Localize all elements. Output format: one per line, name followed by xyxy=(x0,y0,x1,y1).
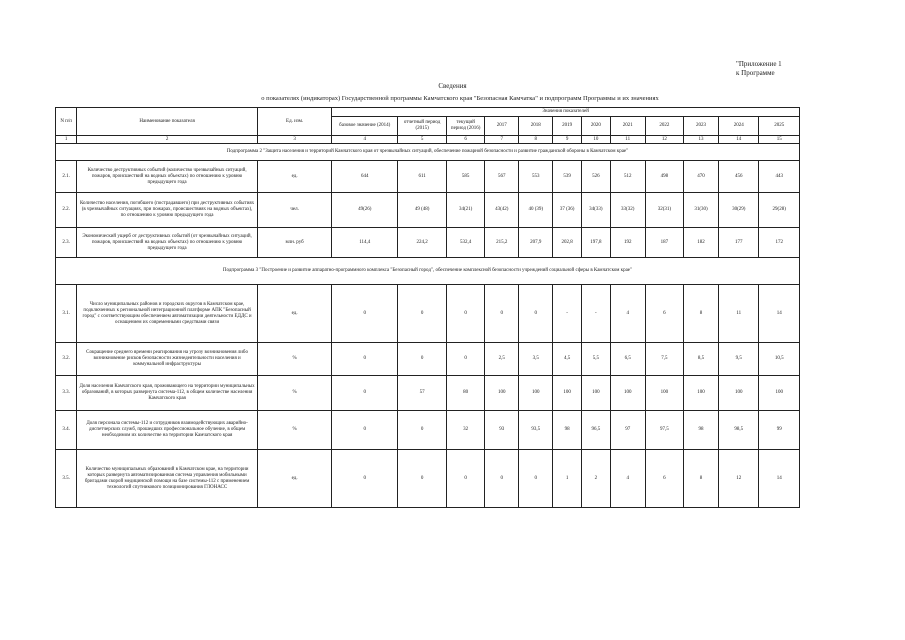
value-cell: 8,5 xyxy=(683,343,718,376)
value-cell: 644 xyxy=(332,161,398,193)
row-unit: млн. руб xyxy=(257,228,331,258)
value-cell: 80 xyxy=(447,376,485,411)
value-cell: 97,5 xyxy=(645,411,683,450)
value-cell: 0 xyxy=(332,343,398,376)
value-cell: 100 xyxy=(610,376,645,411)
header-year: 2019 xyxy=(553,117,582,136)
indicator-name: Доля населения Камчатского края, проживающего на территории муниципальных образований, в которых развернута система-112, в общем количестве населения Камчатского края xyxy=(77,376,258,411)
row-num: 3.5. xyxy=(56,450,77,508)
header-year: 2018 xyxy=(519,117,553,136)
value-cell: 6,5 xyxy=(610,343,645,376)
value-cell: 0 xyxy=(519,285,553,343)
section-row-subprogram-3 xyxy=(56,258,800,285)
value-cell: 532,4 xyxy=(447,228,485,258)
table-row xyxy=(56,228,800,258)
row-unit: ед. xyxy=(257,285,331,343)
col-number: 6 xyxy=(447,136,485,144)
value-cell: 553 xyxy=(519,161,553,193)
header-current: текущий период (2016) xyxy=(447,117,485,136)
row-unit: % xyxy=(257,376,331,411)
table-row xyxy=(56,411,800,450)
value-cell: 585 xyxy=(447,161,485,193)
indicator-name: Количество деструктивных событий (количество чрезвычайных ситуаций, пожаров, происшествий на водных объектах) по отношению к уровню предыдущего года xyxy=(77,161,258,193)
value-cell: 8 xyxy=(683,285,718,343)
value-cell: 33(32) xyxy=(610,193,645,228)
value-cell: 14 xyxy=(759,450,800,508)
row-unit: ед. xyxy=(257,450,331,508)
table-row xyxy=(56,376,800,411)
col-number: 1 xyxy=(56,136,77,144)
indicator-name: Количество муниципальных образований в Камчатском крае, на территории которых развернута автоматизированная система управления мобильными бригадами скорой медицинской помощи на базе системы-112 с применением технологий спутникового позиционирования ГЛОНАСС xyxy=(77,450,258,508)
row-num: 2.3. xyxy=(56,228,77,258)
section-row-subprogram-2 xyxy=(56,144,800,161)
indicator-name: Доля персонала системы-112 и сотрудников взаимодействующих аварийно-диспетчерских служб, прошедших профессиональное обучение, в общем необходимом их количестве на территории Камчатского края xyxy=(77,411,258,450)
header-year: 2025 xyxy=(759,117,800,136)
section-title: Подпрограмма 2 "Защита населения и территорий Камчатского края от чрезвычайных ситуаций, обеспечение пожарной безопасности и развитие гражданской обороны в Камчатском крае" xyxy=(56,144,800,161)
document-subtitle: о показателях (индикаторах) Государственной программы Камчатского края "Безопасная Камчатка" и подпрограмм Программы и их значениях xyxy=(261,95,659,102)
value-cell: 40 (39) xyxy=(519,193,553,228)
value-cell: 100 xyxy=(519,376,553,411)
col-number: 11 xyxy=(610,136,645,144)
value-cell: 10,5 xyxy=(759,343,800,376)
value-cell: 539 xyxy=(553,161,582,193)
value-cell: 93 xyxy=(485,411,519,450)
row-unit: ед. xyxy=(257,161,331,193)
value-cell: 182 xyxy=(683,228,718,258)
value-cell: 12 xyxy=(719,450,759,508)
header-year: 2023 xyxy=(683,117,718,136)
value-cell: 215,2 xyxy=(485,228,519,258)
value-cell: 9,5 xyxy=(719,343,759,376)
value-cell: 0 xyxy=(332,376,398,411)
col-number: 13 xyxy=(683,136,718,144)
value-cell: 567 xyxy=(485,161,519,193)
col-number: 12 xyxy=(645,136,683,144)
value-cell: 0 xyxy=(485,285,519,343)
value-cell: 100 xyxy=(683,376,718,411)
value-cell: 470 xyxy=(683,161,718,193)
value-cell: 114,4 xyxy=(332,228,398,258)
value-cell: 49(26) xyxy=(332,193,398,228)
row-num: 2.2. xyxy=(56,193,77,228)
col-number: 15 xyxy=(759,136,800,144)
indicator-name: Число муниципальных районов и городских округов в Камчатском крае, подключенных к региональной интеграционной платформе АПК "Безопасный город" с соответствующим обеспечением автоматизации деятельности ЕДДС и оснащением их современными средствами связи xyxy=(77,285,258,343)
value-cell: - xyxy=(553,285,582,343)
value-cell: 100 xyxy=(581,376,610,411)
value-cell: 0 xyxy=(398,285,447,343)
table-row xyxy=(56,285,800,343)
value-cell: 197,8 xyxy=(581,228,610,258)
value-cell: 207,9 xyxy=(519,228,553,258)
header-year: 2021 xyxy=(610,117,645,136)
value-cell: - xyxy=(581,285,610,343)
value-cell: 443 xyxy=(759,161,800,193)
value-cell: 0 xyxy=(447,285,485,343)
value-cell: 0 xyxy=(398,450,447,508)
header-row-1 xyxy=(56,108,800,117)
header-unit: Ед. изм. xyxy=(257,108,331,136)
col-number: 10 xyxy=(581,136,610,144)
indicator-name: Количество населения, погибшего (пострадавшего) при деструктивных событиях (в чрезвычайных ситуациях, при пожарах, происшествиях на водных объектах), по отношению к уровню предыдущего года xyxy=(77,193,258,228)
value-cell: 224,2 xyxy=(398,228,447,258)
value-cell: 99 xyxy=(759,411,800,450)
appendix-note xyxy=(736,60,782,78)
value-cell: 0 xyxy=(485,450,519,508)
col-number: 8 xyxy=(519,136,553,144)
value-cell: 192 xyxy=(610,228,645,258)
col-number: 9 xyxy=(553,136,582,144)
value-cell: 0 xyxy=(447,343,485,376)
row-num: 3.1. xyxy=(56,285,77,343)
value-cell: 29(28) xyxy=(759,193,800,228)
header-report: отчетный период (2015) xyxy=(398,117,447,136)
value-cell: 11 xyxy=(719,285,759,343)
indicator-name: Экономический ущерб от деструктивных событий (от чрезвычайных ситуаций, пожаров, происшествий на водных объектах) по отношению к уровню предыдущего года xyxy=(77,228,258,258)
value-cell: 98,5 xyxy=(719,411,759,450)
header-base: базовое значение (2014) xyxy=(332,117,398,136)
row-unit: % xyxy=(257,411,331,450)
value-cell: 93,5 xyxy=(519,411,553,450)
col-number: 3 xyxy=(257,136,331,144)
column-numbers-row xyxy=(56,136,800,144)
value-cell: 4 xyxy=(610,450,645,508)
value-cell: 4 xyxy=(610,285,645,343)
header-year: 2022 xyxy=(645,117,683,136)
header-num: N п/п xyxy=(56,108,77,136)
value-cell: 31(30) xyxy=(683,193,718,228)
row-unit: чел. xyxy=(257,193,331,228)
value-cell: 0 xyxy=(398,411,447,450)
value-cell: 96,5 xyxy=(581,411,610,450)
value-cell: 100 xyxy=(719,376,759,411)
value-cell: 0 xyxy=(398,343,447,376)
value-cell: 43(42) xyxy=(485,193,519,228)
value-cell: 6 xyxy=(645,285,683,343)
col-number: 2 xyxy=(77,136,258,144)
col-number: 4 xyxy=(332,136,398,144)
table-row xyxy=(56,343,800,376)
section-title: Подпрограмма 3 "Построение и развитие аппаратно-программного комплекса "Безопасный город", обеспечение комплексной безопасности учреждений социальной сферы в Камчатском крае" xyxy=(56,258,800,285)
col-number: 5 xyxy=(398,136,447,144)
col-number: 7 xyxy=(485,136,519,144)
indicators-table xyxy=(55,107,800,508)
value-cell: 187 xyxy=(645,228,683,258)
value-cell: 100 xyxy=(645,376,683,411)
table-row xyxy=(56,193,800,228)
value-cell: 2,5 xyxy=(485,343,519,376)
document-title: Сведения xyxy=(438,82,467,90)
table-row xyxy=(56,450,800,508)
value-cell: 5,5 xyxy=(581,343,610,376)
header-name: Наименование показателя xyxy=(77,108,258,136)
value-cell: 8 xyxy=(683,450,718,508)
value-cell: 6 xyxy=(645,450,683,508)
value-cell: 100 xyxy=(759,376,800,411)
value-cell: 3,5 xyxy=(519,343,553,376)
value-cell: 526 xyxy=(581,161,610,193)
value-cell: 49 (48) xyxy=(398,193,447,228)
value-cell: 0 xyxy=(332,285,398,343)
value-cell: 202,8 xyxy=(553,228,582,258)
header-year: 2020 xyxy=(581,117,610,136)
row-num: 3.3. xyxy=(56,376,77,411)
value-cell: 4,5 xyxy=(553,343,582,376)
value-cell: 30(29) xyxy=(719,193,759,228)
value-cell: 0 xyxy=(332,411,398,450)
header-year: 2017 xyxy=(485,117,519,136)
value-cell: 57 xyxy=(398,376,447,411)
value-cell: 7,5 xyxy=(645,343,683,376)
value-cell: 98 xyxy=(553,411,582,450)
row-num: 3.4. xyxy=(56,411,77,450)
appendix-line-1: "Приложение 1 xyxy=(736,60,782,68)
value-cell: 0 xyxy=(519,450,553,508)
value-cell: 456 xyxy=(719,161,759,193)
value-cell: 14 xyxy=(759,285,800,343)
header-values-group: Значения показателей xyxy=(332,108,800,117)
value-cell: 100 xyxy=(485,376,519,411)
value-cell: 512 xyxy=(610,161,645,193)
value-cell: 37 (36) xyxy=(553,193,582,228)
header-year: 2024 xyxy=(719,117,759,136)
value-cell: 177 xyxy=(719,228,759,258)
value-cell: 1 xyxy=(553,450,582,508)
value-cell: 611 xyxy=(398,161,447,193)
value-cell: 34(33) xyxy=(581,193,610,228)
value-cell: 34(21) xyxy=(447,193,485,228)
value-cell: 0 xyxy=(447,450,485,508)
row-unit: % xyxy=(257,343,331,376)
col-number: 14 xyxy=(719,136,759,144)
value-cell: 97 xyxy=(610,411,645,450)
value-cell: 32 xyxy=(447,411,485,450)
indicator-name: Сокращение среднего времени реагирования на угрозу возникновения либо возникновение рисков безопасности жизнедеятельности населения и коммунальной инфраструктуры xyxy=(77,343,258,376)
value-cell: 498 xyxy=(645,161,683,193)
table-row xyxy=(56,161,800,193)
value-cell: 98 xyxy=(683,411,718,450)
row-num: 2.1. xyxy=(56,161,77,193)
value-cell: 0 xyxy=(332,450,398,508)
row-num: 3.2. xyxy=(56,343,77,376)
appendix-line-2: к Программе xyxy=(736,69,775,77)
value-cell: 100 xyxy=(553,376,582,411)
value-cell: 32(31) xyxy=(645,193,683,228)
value-cell: 2 xyxy=(581,450,610,508)
value-cell: 172 xyxy=(759,228,800,258)
